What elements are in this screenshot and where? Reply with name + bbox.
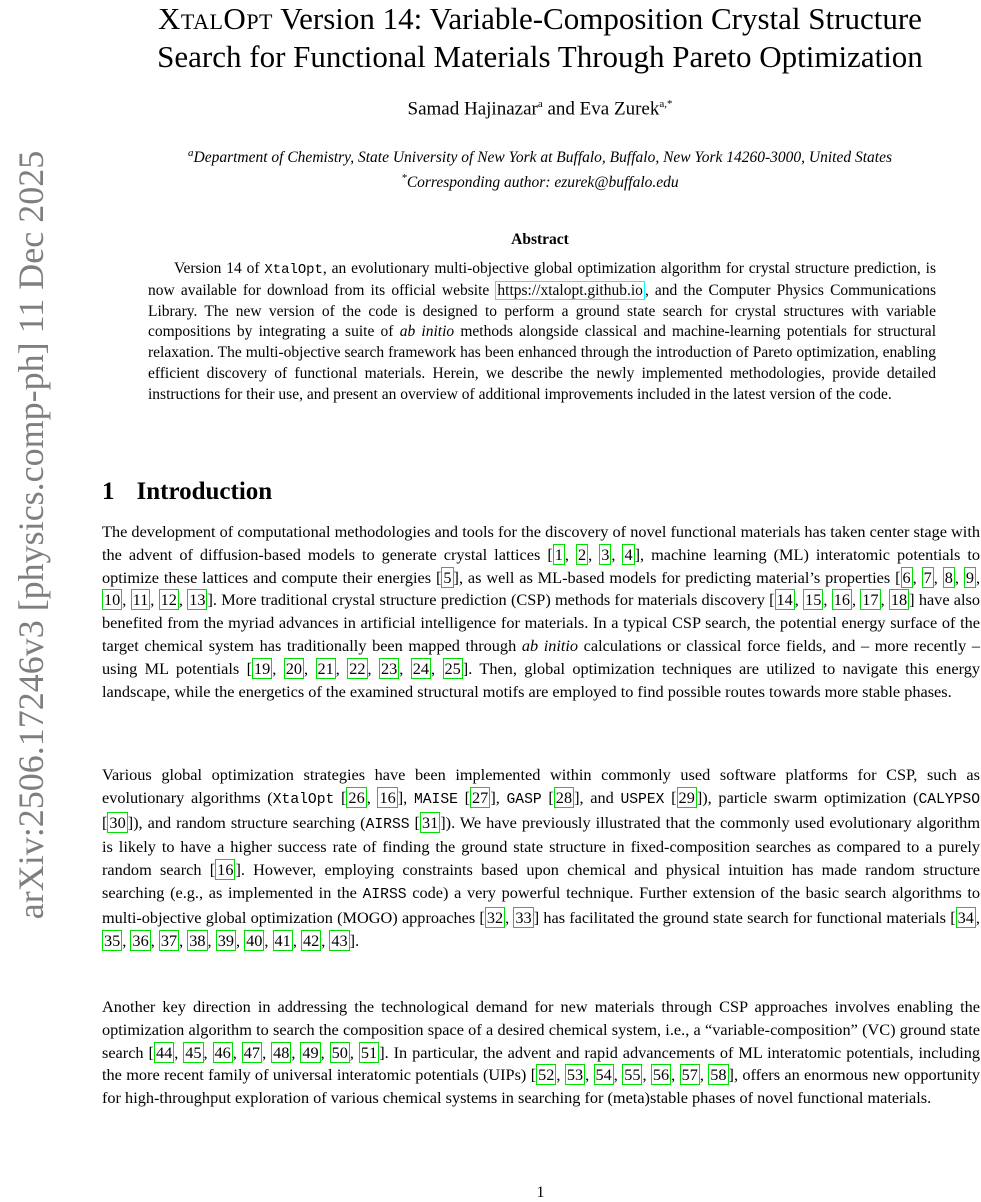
- citation-link[interactable]: 28: [555, 787, 573, 807]
- author-1-sup: a: [537, 98, 543, 110]
- paragraph-text: calculations or classical force fields, and – more recently – using ML potentials: [102, 635, 980, 678]
- citation-link[interactable]: 27: [472, 787, 489, 807]
- citation-group: [ 16 ]: [209, 860, 241, 880]
- paragraph-3: [102, 996, 980, 1110]
- citation-link[interactable]: 15: [805, 590, 822, 610]
- title-line2: Search for Functional Materials Through Pareto Optimization: [157, 39, 923, 74]
- citation-link[interactable]: 10: [104, 590, 121, 610]
- paragraph-text: ), particle swarm optimization (: [702, 787, 919, 807]
- citation-link[interactable]: 53: [566, 1065, 584, 1085]
- code-name: AIRSS: [365, 816, 410, 833]
- citation-group: [ 52 , 53 , 54 , 55 , 56 , 57 , 58 ]: [530, 1065, 734, 1085]
- citation-link[interactable]: 16: [833, 590, 850, 610]
- citation-link[interactable]: 6: [902, 567, 911, 587]
- affiliation-sup: a: [188, 147, 194, 159]
- citation-group: [ 31 ]: [414, 812, 446, 832]
- paragraph-text: has facilitated the ground state search for functional materials: [539, 907, 951, 927]
- emphasis: ab initio: [399, 323, 455, 341]
- citation-link[interactable]: 20: [285, 658, 303, 678]
- paragraph-text: ,: [495, 787, 507, 807]
- paragraph-text: , as well as ML-based models for predicting material’s properties: [458, 567, 896, 587]
- citation-group: [ 27 ]: [464, 787, 496, 807]
- section-number: 1: [102, 478, 115, 505]
- citation-link[interactable]: 35: [104, 930, 121, 950]
- title-brand: XtalOpt: [158, 1, 273, 36]
- abstract-text: Version 14 of: [174, 260, 265, 277]
- code-name: XtalOpt: [264, 262, 323, 278]
- citation-link[interactable]: 40: [246, 930, 263, 950]
- affiliations: [90, 143, 981, 193]
- citation-link[interactable]: 22: [349, 658, 366, 678]
- paragraph-text: ,: [403, 787, 414, 807]
- emphasis: ab initio: [521, 635, 579, 655]
- citation-link[interactable]: 16: [217, 860, 234, 880]
- citation-link[interactable]: 41: [274, 930, 291, 950]
- citation-link[interactable]: 25: [444, 658, 461, 678]
- citation-link[interactable]: 19: [254, 658, 271, 678]
- paragraph-text: Various global optimization strategies have been implemented within commonly used software platforms for CSP, such as evolutionary algorithms (: [102, 765, 980, 807]
- citation-link[interactable]: 36: [132, 930, 149, 950]
- arxiv-identifier: arXiv:2506.17246v3 [physics.comp-ph] 11 Dec 2025: [11, 150, 51, 920]
- citation-link[interactable]: 16: [379, 787, 396, 807]
- abstract-text: , and the Computer Physics Communications Library. The new version of the code is designed to perform a ground state search for crystal structures with variable compositions by integrating a suite of: [148, 281, 936, 341]
- citation-group: [ 1 , 2 , 3 , 4 ]: [547, 544, 640, 564]
- abstract-body: [148, 259, 936, 406]
- citation-group: [ 44 , 45 , 46 , 47 , 48 , 49 , 50 , 51 ]: [148, 1042, 385, 1062]
- citation-link[interactable]: 51: [360, 1042, 378, 1062]
- section-heading: [102, 478, 272, 506]
- citation-link[interactable]: 50: [331, 1042, 348, 1062]
- website-link[interactable]: https://xtalopt.github.io: [497, 281, 643, 299]
- citation-link[interactable]: 52: [538, 1065, 555, 1085]
- citation-group: [ 28 ]: [548, 787, 580, 807]
- citation-link[interactable]: 11: [132, 590, 149, 610]
- citation-link[interactable]: 5: [443, 567, 452, 587]
- citation-link[interactable]: 47: [243, 1042, 261, 1062]
- arxiv-sidebar-stamp: [10, 120, 52, 950]
- code-name: AIRSS: [362, 886, 407, 903]
- paragraph-text: , and: [579, 787, 621, 807]
- paragraph-text: The development of computational methodologies and tools for the discovery of novel functional materials has taken center stage with the advent of diffusion-based models to generate crystal lattices: [102, 522, 980, 564]
- citation-link[interactable]: 55: [624, 1065, 641, 1085]
- citation-link[interactable]: 23: [381, 658, 398, 678]
- code-name: XtalOpt: [272, 791, 335, 808]
- citation-link[interactable]: 9: [965, 567, 974, 587]
- paragraph-text: , machine learning (ML) interatomic potentials to optimize these lattices and compute their energies: [102, 544, 981, 587]
- author-list: [90, 98, 981, 120]
- citation-link[interactable]: 46: [214, 1042, 231, 1062]
- citation-link[interactable]: 33: [515, 907, 532, 927]
- paragraph-text: have also benefited from the myriad advances in artificial intelligence for materials. In a typical CSP search, the potential energy surface of the target chemical system has traditionally been mapped through: [102, 590, 981, 655]
- citation-group: [ 14 , 15 , 16 , 17 , 18 ]: [769, 590, 915, 610]
- paragraph-text: Another key direction in addressing the technological demand for new materials through CSP approaches involves enabling the optimization algorithm to search the composition space of a desired chemical system, i.e., a “variable-composition” (VC) ground state search: [102, 997, 980, 1062]
- citation-link[interactable]: 18: [890, 590, 908, 610]
- citation-link[interactable]: 2: [577, 544, 587, 564]
- citation-link[interactable]: 14: [776, 590, 793, 610]
- corresponding-sup: *: [401, 172, 407, 185]
- paper-title: [90, 0, 981, 76]
- citation-link[interactable]: 32: [486, 907, 504, 927]
- citation-link[interactable]: 31: [421, 812, 439, 832]
- citation-link[interactable]: 56: [652, 1065, 670, 1085]
- citation-link[interactable]: 48: [273, 1042, 290, 1062]
- citation-link[interactable]: 54: [595, 1065, 612, 1085]
- citation-link[interactable]: 7: [923, 567, 932, 587]
- paragraph-text: .: [355, 930, 360, 950]
- citation-link[interactable]: 29: [678, 787, 695, 807]
- citation-link[interactable]: 42: [302, 930, 320, 950]
- citation-link[interactable]: 1: [554, 544, 563, 564]
- page-number: 1: [536, 1184, 545, 1201]
- citation-group: [ 5 ]: [435, 567, 459, 587]
- paragraph-text: ). We have previously illustrated that the commonly used evolutionary algorithm is likely to have a higher success rate of finding the ground state structure in fixed-composition searches as compared to a purely random search: [102, 812, 980, 880]
- paragraph-text: . However, employing constraints based upon chemical and physical intuition has made random structure searching (e.g., as implemented in the: [102, 860, 981, 902]
- citation-link[interactable]: 45: [185, 1042, 202, 1062]
- code-name: MAISE: [413, 791, 458, 808]
- paragraph-text: . In particular, the advent and rapid advancements of ML interatomic potentials, including the more recent family of universal interatomic potentials (UIPs): [102, 1042, 981, 1085]
- citation-link[interactable]: 17: [862, 590, 879, 610]
- citation-link[interactable]: 12: [160, 590, 177, 610]
- author-and: and: [542, 98, 580, 120]
- citation-link[interactable]: 3: [601, 544, 610, 564]
- citation-group: [ 34 , 35 , 36 , 37 , 38 , 39 , 40 , 41 , 42 , 43 ]: [104, 907, 980, 950]
- author-2-sup: a,*: [659, 98, 673, 110]
- citation-link[interactable]: 8: [944, 567, 953, 587]
- citation-link[interactable]: 38: [189, 930, 206, 950]
- abstract-text: , an evolutionary multi-objective global optimization algorithm for crystal structure prediction, is now available for download from its official website: [148, 260, 936, 299]
- code-name: USPEX: [620, 791, 665, 808]
- citation-link[interactable]: 57: [681, 1065, 698, 1085]
- abstract-heading: Abstract: [511, 231, 569, 248]
- title-line1: Version 14: Variable-Composition Crystal Structure: [273, 1, 922, 36]
- citation-link[interactable]: 4: [624, 544, 633, 564]
- citation-link[interactable]: 21: [317, 658, 334, 678]
- citation-link[interactable]: 43: [331, 930, 348, 950]
- citation-link[interactable]: 30: [109, 812, 126, 832]
- affiliation-text: Department of Chemistry, State University of New York at Buffalo, Buffalo, New York 14260-3000, United States: [193, 149, 892, 167]
- paragraph-text: ), and random structure searching (: [133, 812, 366, 832]
- paragraph-2: [102, 764, 980, 952]
- citation-group: [ 19 , 20 , 21 , 22 , 23 , 24 , 25 ]: [246, 658, 469, 678]
- author-2: Eva Zurek: [579, 98, 660, 120]
- paragraph-text: , offers an enormous new opportunity for high-throughput exploration of various chemical systems in searching for (meta)stable phases of novel functional materials.: [102, 1065, 981, 1108]
- corresponding-author: Corresponding author: ezurek@buffalo.edu: [406, 174, 679, 192]
- paragraph-1: [102, 521, 980, 703]
- citation-group: [ 29 ]: [671, 787, 703, 807]
- citation-link[interactable]: 49: [302, 1042, 319, 1062]
- abstract-text: methods alongside classical and machine-learning potentials for structural relaxation. The multi-objective search framework has been enhanced through the introduction of Pareto optimization, enabling efficient discovery of functional materials. Herein, we describe the newly implemented methodologies, provide detailed instructions for their use, and present an overview of additional improvements included in the latest version of the code.: [148, 323, 936, 403]
- paragraph-text: . Then, global optimization techniques are utilized to navigate this energy landscape, while the energetics of the examined structural motifs are employed to find possible routes towards more stable phases.: [102, 658, 981, 701]
- code-name: CALYPSO: [918, 791, 981, 808]
- citation-group: [ 30 ]: [102, 812, 134, 832]
- paragraph-text: . More traditional crystal structure prediction (CSP) methods for materials discovery: [212, 590, 770, 610]
- citation-group: [ 26 , 16 ]: [341, 787, 404, 807]
- paragraph-text: code) a very powerful technique. Further extension of the basic search algorithms to multi-objective global optimization (MOGO) approaches: [102, 882, 980, 927]
- section-title: Introduction: [136, 478, 273, 505]
- citation-link[interactable]: 44: [155, 1042, 173, 1062]
- citation-link[interactable]: 39: [217, 930, 234, 950]
- citation-link[interactable]: 13: [189, 590, 206, 610]
- author-1: Samad Hajinazar: [407, 98, 538, 120]
- citation-link[interactable]: 24: [412, 658, 430, 678]
- citation-link[interactable]: 26: [348, 787, 365, 807]
- citation-link[interactable]: 37: [160, 930, 178, 950]
- citation-group: [ 6 , 7 , 8 , 9 , 10 , 11 , 12 , 13 ]: [104, 567, 981, 610]
- code-name: GASP: [506, 791, 542, 808]
- citation-group: [ 32 , 33 ]: [479, 907, 540, 927]
- citation-link[interactable]: 34: [957, 907, 974, 927]
- citation-link[interactable]: 58: [710, 1065, 727, 1085]
